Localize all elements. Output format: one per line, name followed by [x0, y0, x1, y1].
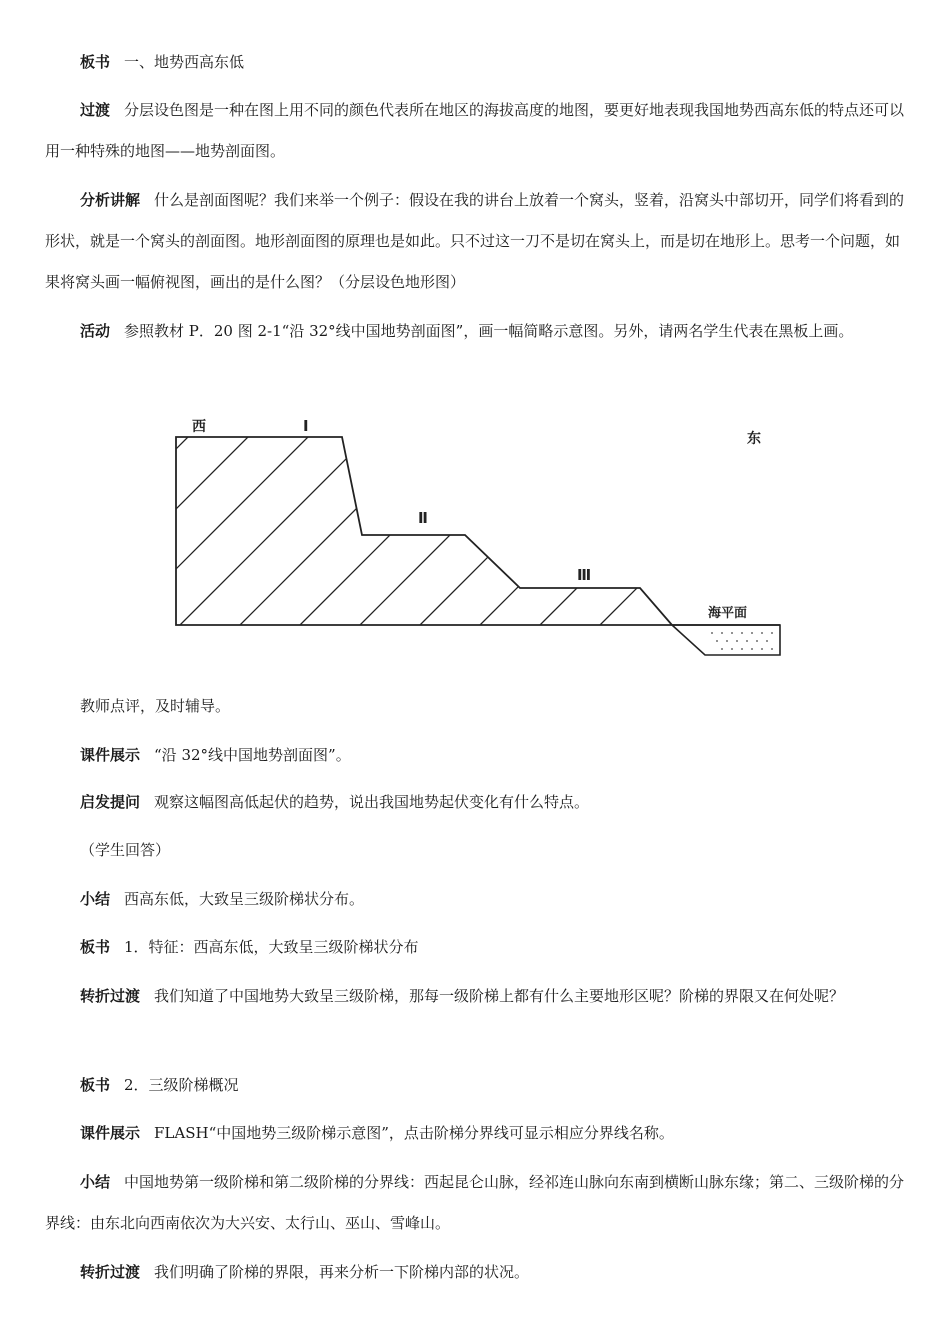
paragraph-text: 中国地势第一级阶梯和第二级阶梯的分界线：西起昆仑山脉，经祁连山脉向东南到横断山脉东缘；第二、三级阶梯的分界线：由东北向西南依次为大兴安、太行山、巫山、雪峰山。: [45, 1173, 905, 1232]
paragraph-label: 小结: [80, 890, 111, 908]
paragraph-text: 2．三级阶梯概况: [124, 1076, 239, 1094]
paragraph-label: 课件展示: [80, 746, 141, 764]
paragraph: [45, 1065, 905, 1106]
label-east: 东: [747, 431, 761, 447]
paragraph: [45, 830, 905, 871]
paragraph-label: 过渡: [80, 101, 111, 119]
paragraph: [45, 686, 905, 727]
terrain-profile-diagram: [160, 405, 790, 665]
paragraph-label: 板书: [80, 1076, 111, 1094]
paragraph: [45, 976, 905, 1017]
paragraph-text: 什么是剖面图呢？我们来举一个例子：假设在我的讲台上放着一个窝头，竖着，沿窝头中部切开，同学们将看到的形状，就是一个窝头的剖面图。地形剖面图的原理也是如此。只不过这一刀不是切在窝头上，而是切在地形上。思考一个问题，如果将窝头画一幅俯视图，画出的是什么图？（分层设色地形图）: [45, 191, 905, 291]
hatch-pattern: [160, 415, 790, 625]
paragraph-label: 板书: [80, 938, 111, 956]
paragraph-label: 小结: [80, 1173, 111, 1191]
paragraph-label: 板书: [80, 53, 111, 71]
paragraph: [45, 1113, 905, 1154]
label-step-1: Ⅰ: [303, 417, 309, 435]
paragraph-label: 转折过渡: [80, 987, 141, 1005]
paragraph-label: 启发提问: [80, 793, 141, 811]
paragraph: [45, 42, 905, 83]
paragraph: [45, 1162, 905, 1244]
paragraph: [45, 927, 905, 968]
paragraph-text: 分层设色图是一种在图上用不同的颜色代表所在地区的海拔高度的地图，要更好地表现我国地势西高东低的特点还可以用一种特殊的地图——地势剖面图。: [45, 101, 905, 160]
paragraph-label: 课件展示: [80, 1124, 141, 1142]
paragraph-text: 1．特征：西高东低，大致呈三级阶梯状分布: [124, 938, 419, 956]
paragraph-label: 分析讲解: [80, 191, 141, 209]
label-step-3: Ⅲ: [577, 566, 592, 584]
paragraph: [45, 180, 905, 303]
label-west: 西: [192, 419, 206, 435]
paragraph-text: 我们明确了阶梯的界限，再来分析一下阶梯内部的状况。: [154, 1263, 530, 1281]
paragraph-text: “沿 32°线中国地势剖面图”。: [154, 746, 351, 764]
paragraph-label: 活动: [80, 322, 111, 340]
label-sea-level: 海平面: [708, 606, 748, 621]
sea-dots: [711, 632, 773, 650]
paragraph: [45, 782, 905, 823]
paragraph-text: 我们知道了中国地势大致呈三级阶梯，那每一级阶梯上都有什么主要地形区呢？阶梯的界限又在何处呢？: [154, 987, 845, 1005]
paragraph-text: 教师点评，及时辅导。: [80, 697, 231, 715]
paragraph-text: 参照教材 P．20 图 2-1“沿 32°线中国地势剖面图”，画一幅简略示意图。另外，请两名学生代表在黑板上画。: [124, 322, 854, 340]
paragraph: [45, 1252, 905, 1293]
paragraph-text: 一、地势西高东低: [124, 53, 245, 71]
paragraph-text: 西高东低，大致呈三级阶梯状分布。: [124, 890, 365, 908]
label-step-2: Ⅱ: [418, 509, 428, 527]
sea-basin: [672, 625, 780, 655]
terrain-outline: [176, 437, 672, 625]
paragraph-text: （学生回答）: [80, 841, 171, 859]
paragraph: [45, 735, 905, 776]
paragraph: [45, 311, 905, 352]
paragraph-text: FLASH“中国地势三级阶梯示意图”，点击阶梯分界线可显示相应分界线名称。: [154, 1124, 674, 1142]
paragraph-text: 观察这幅图高低起伏的趋势，说出我国地势起伏变化有什么特点。: [154, 793, 590, 811]
paragraph-label: 转折过渡: [80, 1263, 141, 1281]
paragraph: [45, 90, 905, 172]
paragraph: [45, 879, 905, 920]
